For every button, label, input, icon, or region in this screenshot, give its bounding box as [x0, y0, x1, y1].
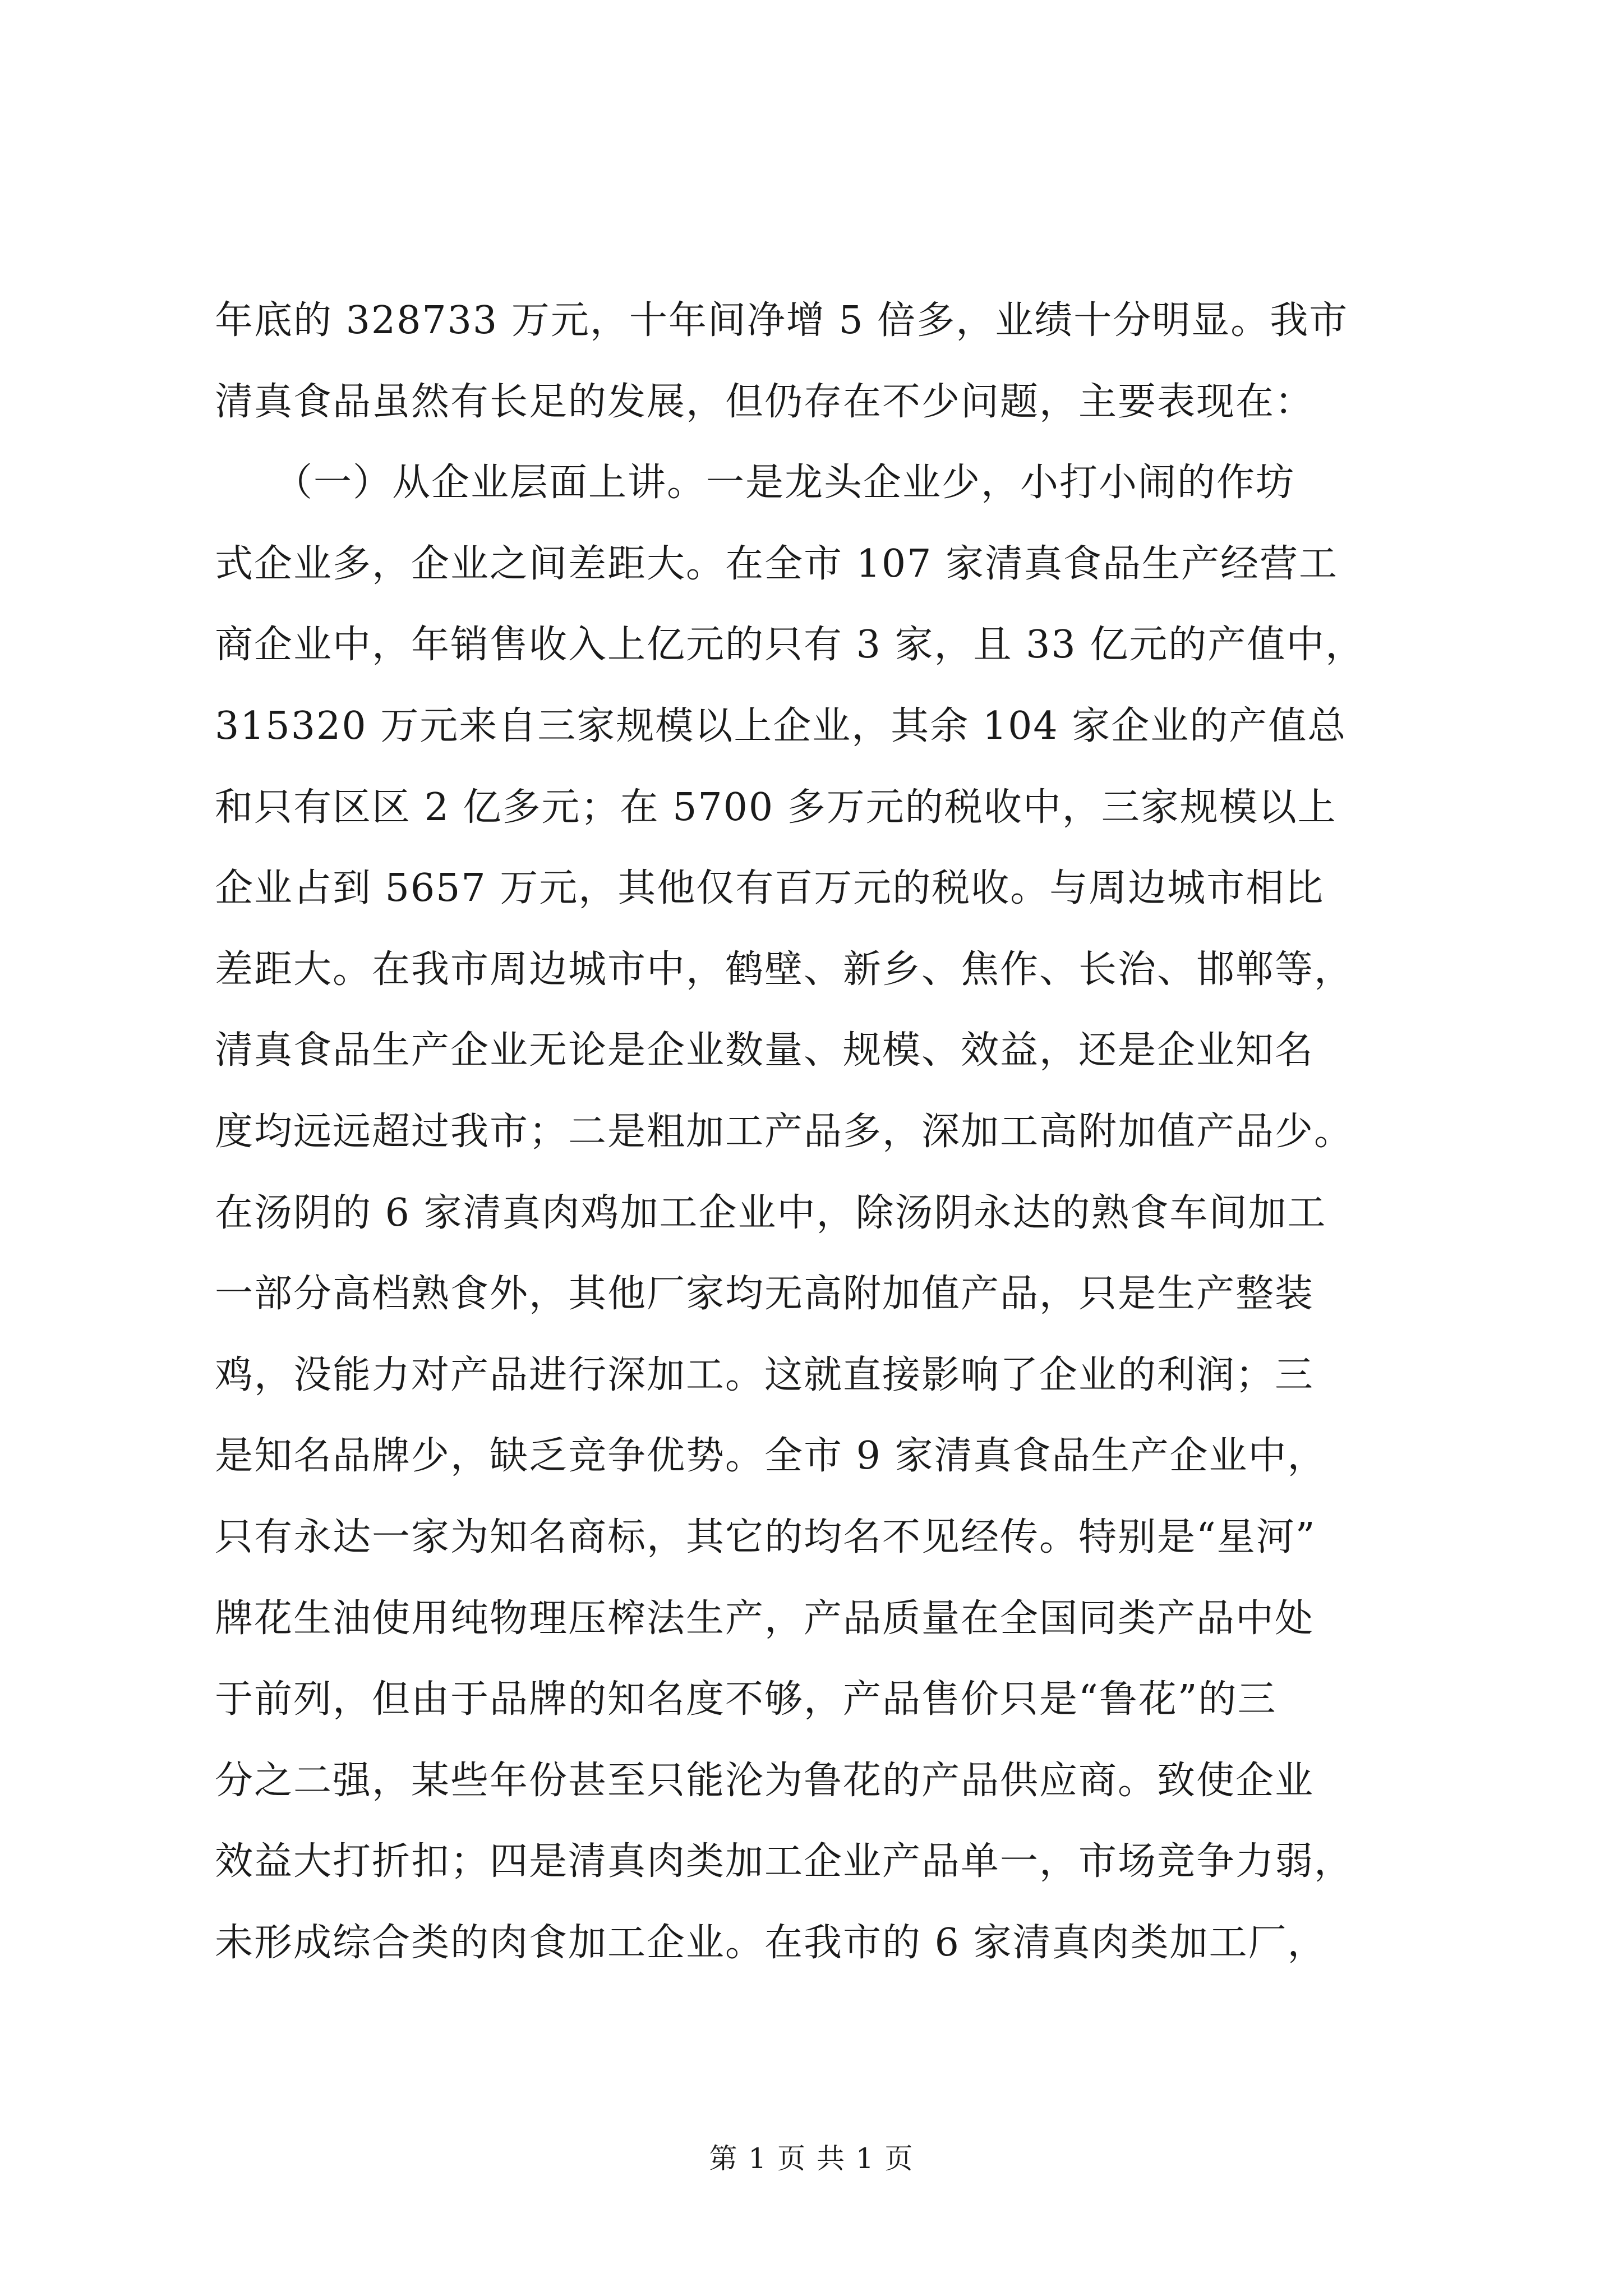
text-line: 牌花生油使用纯物理压榨法生产，产品质量在全国同类产品中处: [215, 1596, 1315, 1641]
text-line: 和只有区区 2 亿多元；在 5700 多万元的税收中，三家规模以上: [215, 785, 1337, 830]
text-line: 企业占到 5657 万元，其他仅有百万元的税收。与周边城市相比: [215, 866, 1325, 911]
text-line: 效益大打折扣；四是清真肉类加工企业产品单一，市场竞争力弱，: [215, 1839, 1354, 1884]
text-line: 315320 万元来自三家规模以上企业，其余 104 家企业的产值总: [215, 703, 1347, 748]
text-line: 鸡，没能力对产品进行深加工。这就直接影响了企业的利润；三: [215, 1352, 1315, 1397]
text-line: 差距大。在我市周边城市中，鹤壁、新乡、焦作、长治、邯郸等，: [215, 947, 1354, 992]
text-line: 商企业中，年销售收入上亿元的只有 3 家，且 33 亿元的产值中，: [215, 623, 1365, 668]
text-line: 分之二强，某些年份甚至只能沦为鲁花的产品供应商。致使企业: [215, 1758, 1315, 1803]
text-line: 清真食品生产企业无论是企业数量、规模、效益，还是企业知名: [215, 1028, 1315, 1073]
text-line: 于前列，但由于品牌的知名度不够，产品售价只是“鲁花”的三: [215, 1677, 1277, 1722]
text-line: （一）从企业层面上讲。一是龙头企业少，小打小闹的作坊: [215, 461, 1295, 505]
text-line: 只有永达一家为知名商标，其它的均名不见经传。特别是“星河”: [215, 1515, 1316, 1559]
text-line: 未形成综合类的肉食加工企业。在我市的 6 家清真肉类加工厂，: [215, 1920, 1327, 1965]
document-body: [215, 280, 1426, 1984]
text-line: 是知名品牌少，缺乏竞争优势。全市 9 家清真食品生产企业中，: [215, 1434, 1327, 1479]
text-line: 在汤阴的 6 家清真肉鸡加工企业中，除汤阴永达的熟食车间加工: [215, 1190, 1327, 1235]
text-line: 式企业多，企业之间差距大。在全市 107 家清真食品生产经营工: [215, 541, 1339, 586]
text-line: 清真食品虽然有长足的发展，但仍存在不少问题，主要表现在：: [215, 379, 1315, 424]
text-line: 度均远远超过我市；二是粗加工产品多，深加工高附加值产品少。: [215, 1109, 1354, 1154]
text-line: 年底的 328733 万元，十年间净增 5 倍多，业绩十分明显。我市: [215, 298, 1349, 343]
text-line: 一部分高档熟食外，其他厂家均无高附加值产品，只是生产整装: [215, 1272, 1315, 1317]
page-footer: 第 1 页 共 1 页: [709, 2142, 914, 2175]
